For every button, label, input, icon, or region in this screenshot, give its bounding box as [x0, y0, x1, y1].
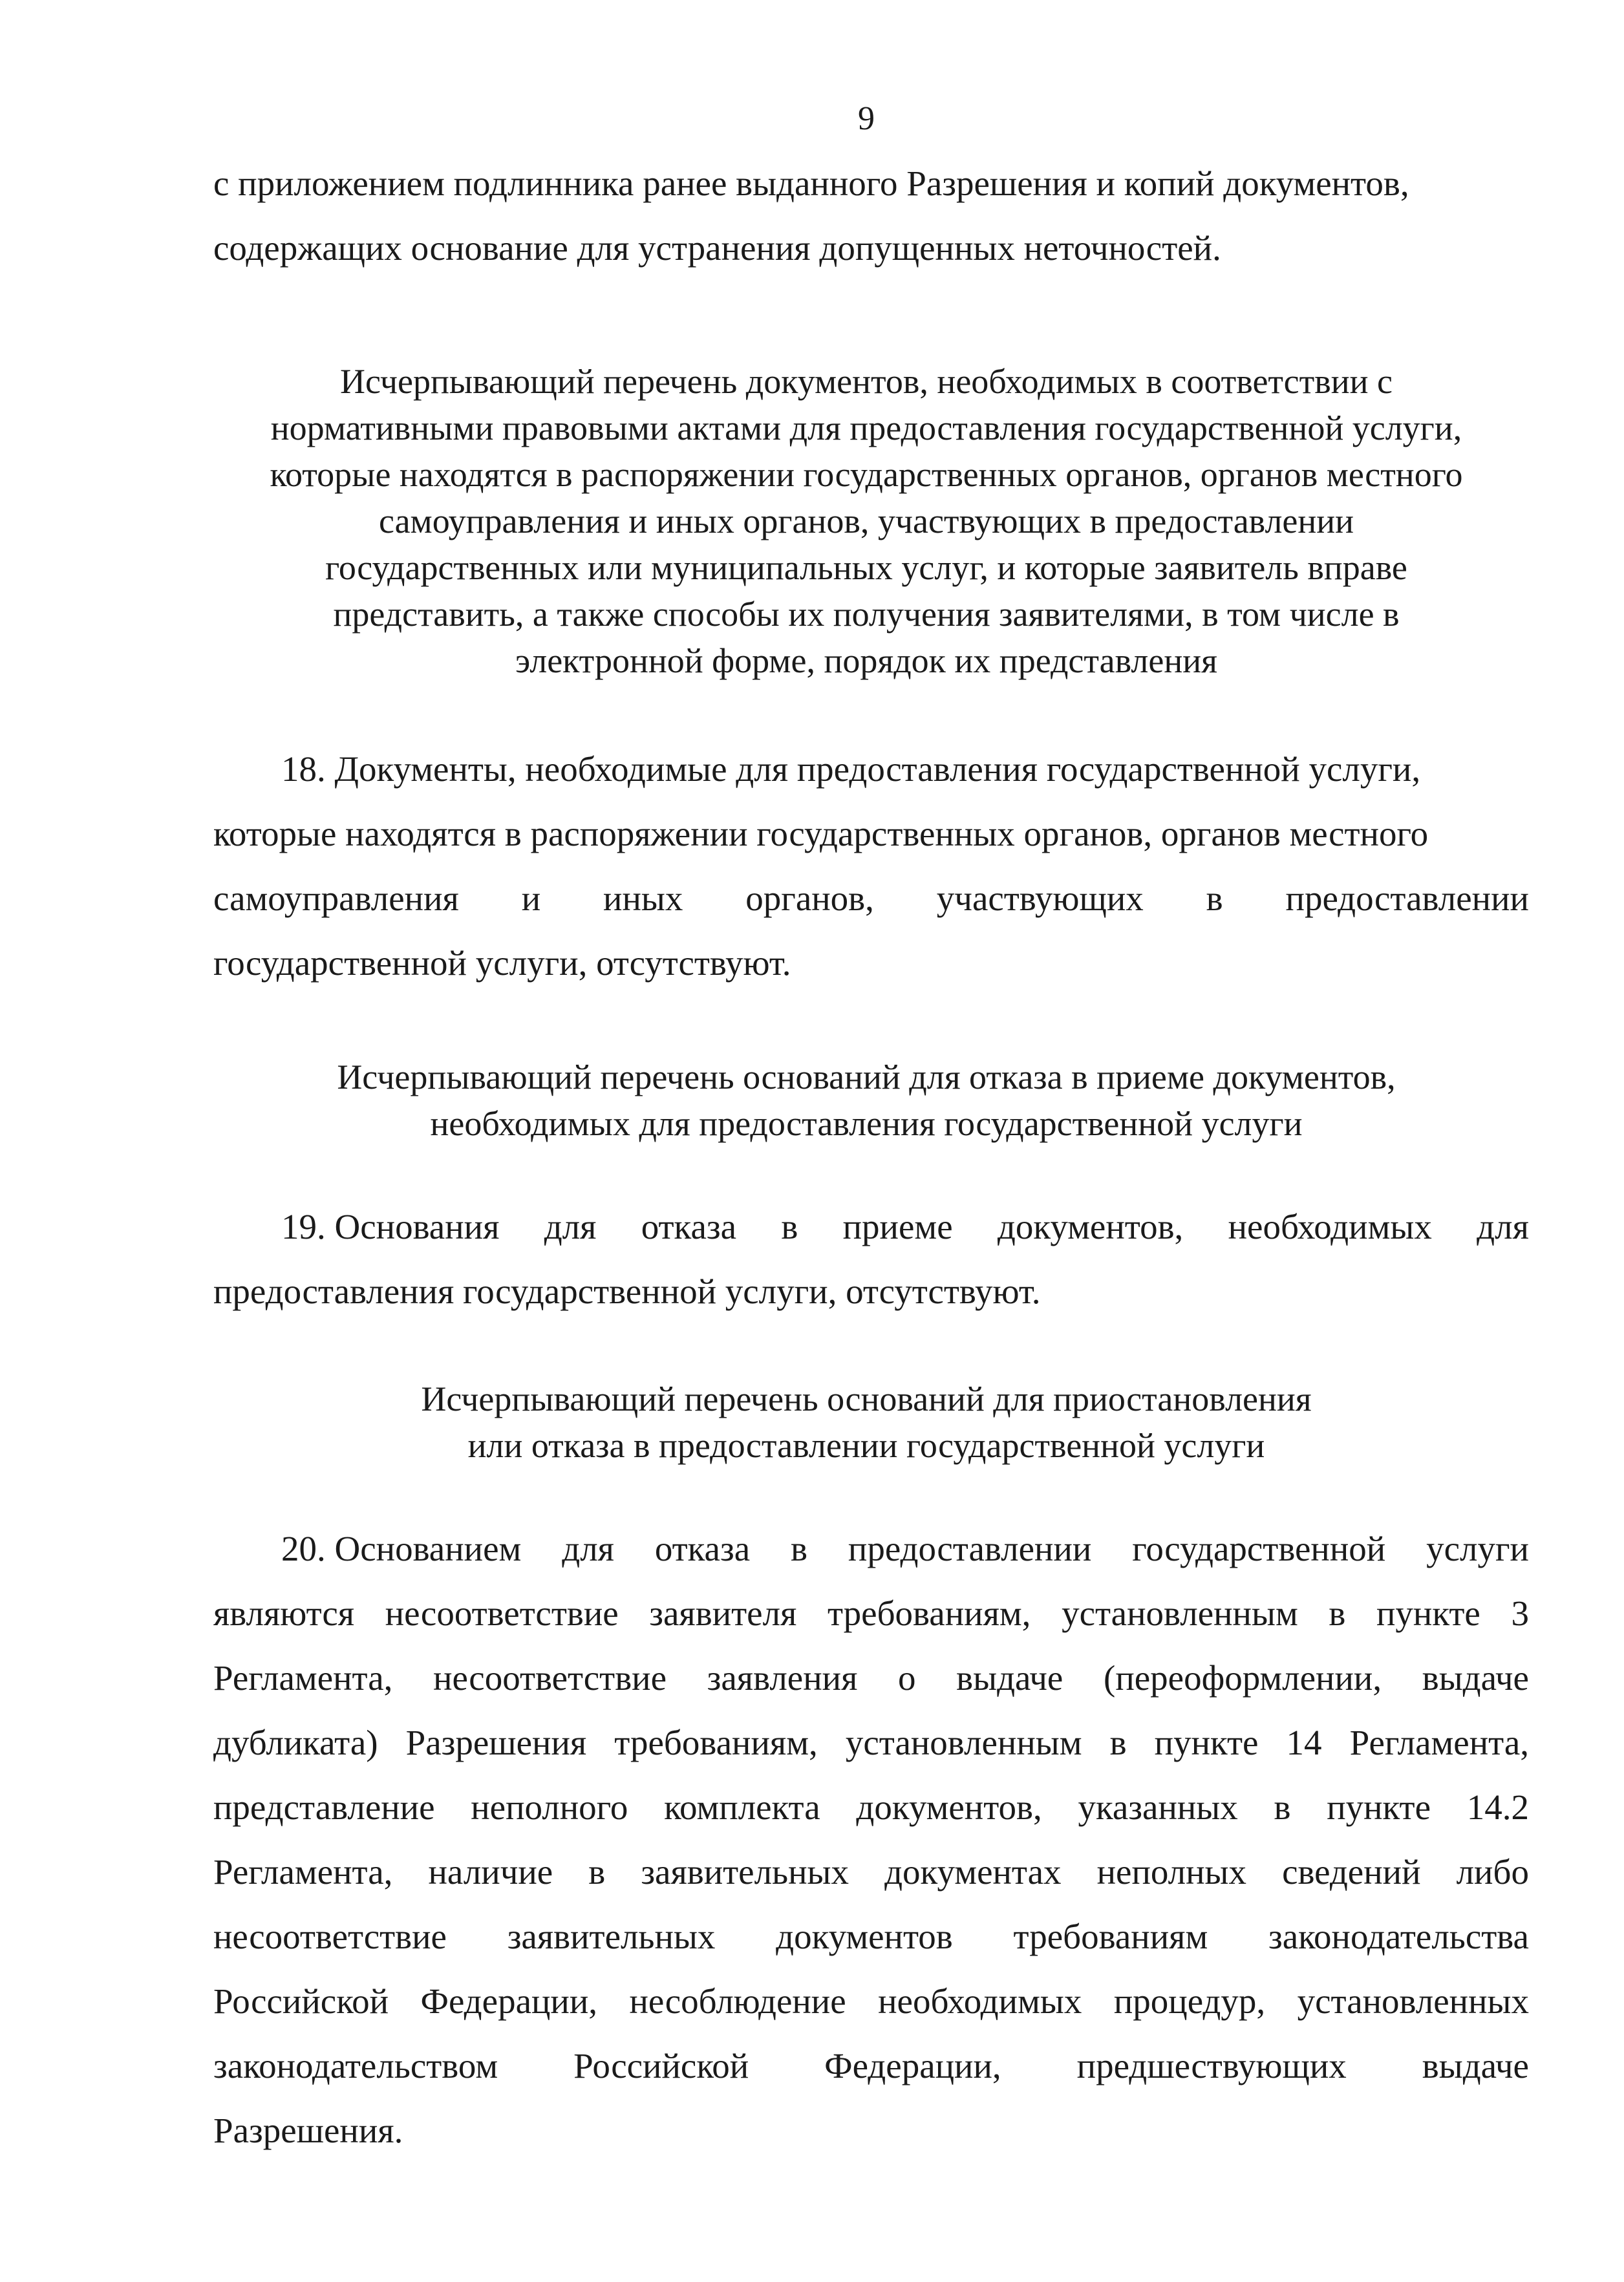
word: в — [1109, 1723, 1127, 1762]
heading-line: или отказа в предоставлении государственной услуги — [467, 1426, 1265, 1465]
word: отказа — [654, 1529, 751, 1568]
heading-line: самоуправления и иных органов, участвующих в предоставлении — [378, 502, 1354, 540]
p19-line-2: предоставления государственной услуги, отсутствуют. — [213, 1272, 1041, 1311]
word: Федерации, — [824, 2046, 1001, 2085]
word: необходимых — [1228, 1207, 1432, 1246]
word: и — [521, 879, 541, 918]
heading-line: электронной форме, порядок их представления — [515, 641, 1217, 680]
word: приеме — [842, 1207, 953, 1246]
p20-line-6 — [213, 1854, 1529, 1890]
word: выдаче — [956, 1658, 1063, 1698]
p20-line-5 — [213, 1789, 1529, 1825]
word: 14 — [1286, 1723, 1322, 1762]
word: предшествующих — [1076, 2046, 1347, 2085]
word: услуги — [1426, 1529, 1529, 1568]
p20-line-1 — [281, 1531, 1529, 1566]
p20-line-9 — [213, 2048, 1529, 2084]
word: 19. Основания — [281, 1207, 500, 1246]
word: документов — [776, 1917, 953, 1956]
word: сведений — [1282, 1852, 1421, 1892]
word: предоставлении — [848, 1529, 1092, 1568]
word: в — [588, 1852, 606, 1892]
word: в — [791, 1529, 807, 1568]
p20-line-10: Разрешения. — [213, 2111, 403, 2150]
p20-line-8 — [213, 1983, 1529, 2019]
word: органов, — [745, 879, 874, 918]
word: Российской — [213, 1981, 389, 2021]
word: Разрешения — [405, 1723, 587, 1762]
intro-line-2: содержащих основание для устранения допущенных неточностей. — [213, 228, 1221, 268]
p20-line-2 — [213, 1595, 1529, 1631]
word: представление — [213, 1787, 435, 1827]
word: документов, — [856, 1787, 1042, 1827]
heading-line: Исчерпывающий перечень документов, необходимых в соответствии с — [339, 362, 1393, 401]
word: установленных — [1297, 1981, 1529, 2021]
word: Российской — [573, 2046, 749, 2085]
word: дубликата) — [213, 1723, 378, 1762]
heading-line: Исчерпывающий перечень оснований для приостановления — [421, 1380, 1312, 1418]
word: необходимых — [878, 1981, 1082, 2021]
word: 14.2 — [1466, 1787, 1529, 1827]
heading-documents-list — [194, 358, 1539, 684]
page-number: 9 — [858, 100, 875, 137]
word: установленным — [845, 1723, 1082, 1762]
p20-line-4 — [213, 1725, 1529, 1760]
heading-line: нормативными правовыми актами для предоставления государственной услуги, — [270, 409, 1462, 447]
word: заявления — [707, 1658, 858, 1698]
heading-line: необходимых для предоставления государственной услуги — [430, 1104, 1303, 1143]
word: указанных — [1078, 1787, 1238, 1827]
word: выдаче — [1422, 2046, 1529, 2085]
intro-line-1: с приложением подлинника ранее выданного Разрешения и копий документов, — [213, 164, 1409, 203]
word: (переоформлении, — [1104, 1658, 1382, 1698]
word: заявительных — [641, 1852, 849, 1892]
word: в — [1329, 1594, 1346, 1633]
p18-line-1: 18. Документы, необходимые для предоставления государственной услуги, — [281, 749, 1421, 789]
word: заявительных — [507, 1917, 716, 1956]
word: для — [1477, 1207, 1529, 1246]
word: пункте — [1154, 1723, 1259, 1762]
word: требованиям, — [827, 1594, 1031, 1633]
word: 3 — [1511, 1594, 1529, 1633]
word: государственной — [1132, 1529, 1386, 1568]
heading-line: представить, а также способы их получения заявителями, в том числе в — [333, 595, 1400, 634]
word: документов, — [997, 1207, 1184, 1246]
word: несоответствие — [433, 1658, 667, 1698]
word: заявителя — [649, 1594, 797, 1633]
heading-refusal-grounds — [194, 1054, 1539, 1147]
word: несоблюдение — [629, 1981, 846, 2021]
heading-line: которые находятся в распоряжении государственных органов, органов местного — [270, 455, 1463, 494]
word: самоуправления — [213, 879, 459, 918]
word: для — [544, 1207, 597, 1246]
word: в — [781, 1207, 798, 1246]
word: Регламента, — [213, 1658, 393, 1698]
word: процедур, — [1113, 1981, 1266, 2021]
p20-line-3 — [213, 1660, 1529, 1696]
heading-line: Исчерпывающий перечень оснований для отказа в приеме документов, — [337, 1058, 1396, 1096]
word: пункте — [1327, 1787, 1431, 1827]
word: требованиям, — [614, 1723, 818, 1762]
word: выдаче — [1422, 1658, 1529, 1698]
word: в — [1274, 1787, 1291, 1827]
word: Регламента, — [1349, 1723, 1529, 1762]
heading-suspension-grounds — [194, 1376, 1539, 1469]
word: о — [898, 1658, 916, 1698]
p19-line-1 — [281, 1209, 1529, 1244]
word: участвующих — [936, 879, 1144, 918]
word: требованиям — [1013, 1917, 1208, 1956]
word: 20. Основанием — [281, 1529, 522, 1568]
word: Федерации, — [420, 1981, 598, 2021]
word: комплекта — [664, 1787, 820, 1827]
word: отказа — [641, 1207, 736, 1246]
word: установленным — [1062, 1594, 1298, 1633]
heading-line: государственных или муниципальных услуг, и которые заявитель вправе — [325, 548, 1407, 587]
word: несоответствие — [385, 1594, 619, 1633]
p18-line-4: государственной услуги, отсутствуют. — [213, 943, 791, 983]
word: неполных — [1096, 1852, 1247, 1892]
word: иных — [603, 879, 683, 918]
word: несоответствие — [213, 1917, 447, 1956]
word: неполного — [471, 1787, 628, 1827]
word: являются — [213, 1594, 355, 1633]
word: предоставлении — [1285, 879, 1529, 918]
word: законодательством — [213, 2046, 498, 2085]
word: документах — [884, 1852, 1062, 1892]
word: в — [1206, 879, 1223, 918]
word: для — [562, 1529, 614, 1568]
word: наличие — [428, 1852, 553, 1892]
word: пункте — [1376, 1594, 1480, 1633]
p18-line-2: которые находятся в распоряжении государственных органов, органов местного — [213, 814, 1429, 853]
p18-line-3 — [213, 880, 1529, 916]
word: законодательства — [1268, 1917, 1529, 1956]
word: либо — [1456, 1852, 1529, 1892]
word: Регламента, — [213, 1852, 393, 1892]
p20-line-7 — [213, 1919, 1529, 1954]
